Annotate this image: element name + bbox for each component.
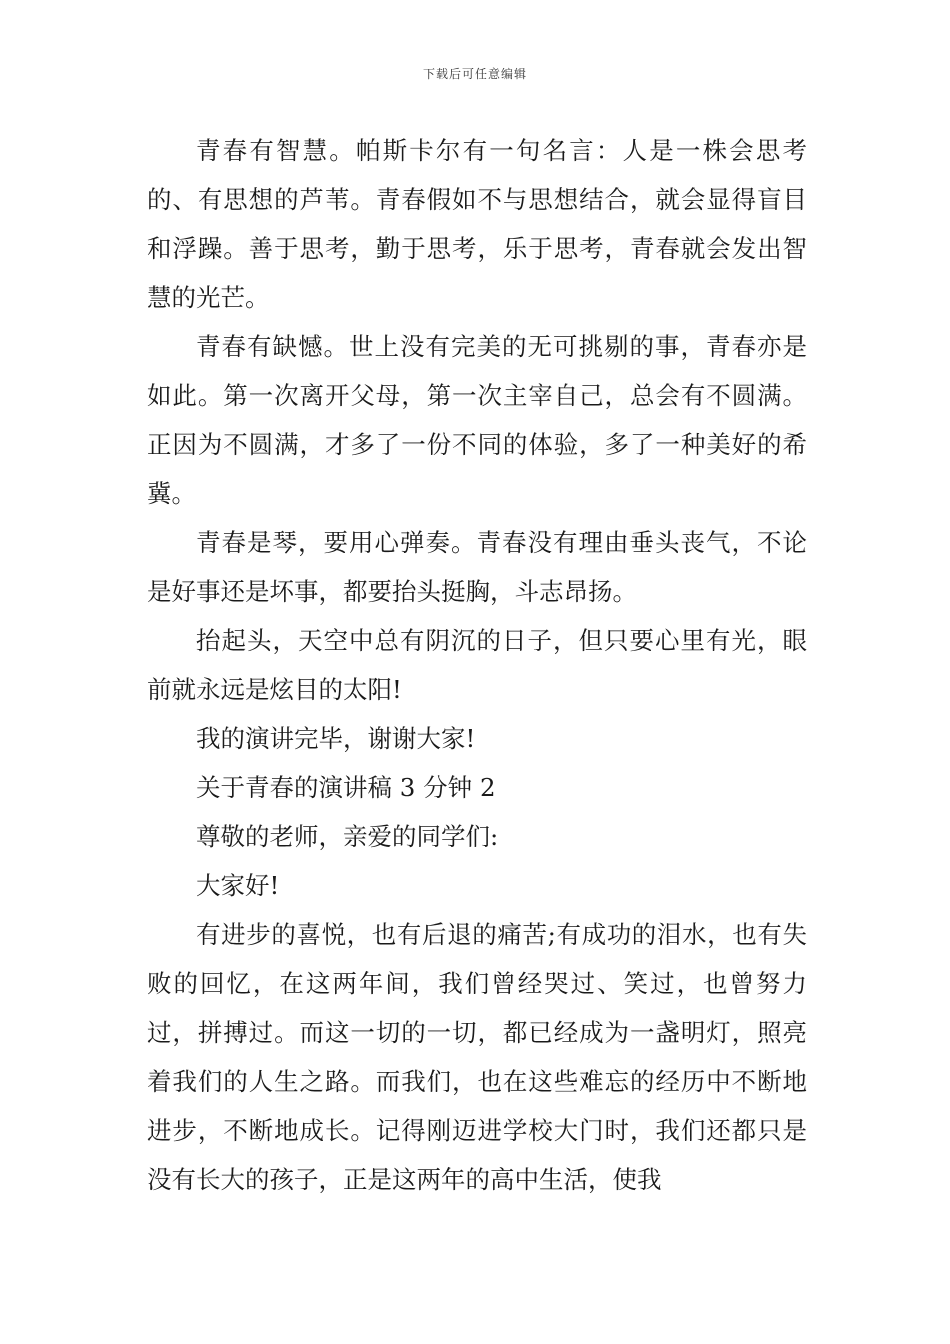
greeting: 大家好! xyxy=(196,871,280,900)
paragraph-regret: 青春有缺憾。世上没有完美的无可挑剔的事，青春亦是如此。第一次离开父母，第一次主宰自己，总会有不圆满。正因为不圆满，才多了一份不同的体验，多了一种美好的希冀。 xyxy=(147,332,807,508)
paragraph-closing: 我的演讲完毕，谢谢大家! xyxy=(196,724,476,753)
paragraph-qin: 青春是琴，要用心弹奏。青春没有理由垂头丧气，不论是好事还是坏事，都要抬头挺胸，斗志昂扬。 xyxy=(147,528,807,606)
document-body xyxy=(147,126,807,1204)
section-title: 关于青春的演讲稿 3 分钟 2 xyxy=(196,773,496,802)
paragraph-wisdom: 青春有智慧。帕斯卡尔有一句名言：人是一株会思考的、有思想的芦苇。青春假如不与思想结合，就会显得盲目和浮躁。善于思考，勤于思考，乐于思考，青春就会发出智慧的光芒。 xyxy=(147,136,807,312)
paragraph-progress: 有进步的喜悦，也有后退的痛苦;有成功的泪水，也有失败的回忆，在这两年间，我们曾经哭过、笑过，也曾努力过，拼搏过。而这一切的一切，都已经成为一盏明灯，照亮着我们的人生之路。而我们，也在这些难忘的经历中不断地进步，不断地成长。记得刚迈进学校大门时，我们还都只是没有长大的孩子，正是这两年的高中生活，使我 xyxy=(147,920,807,1194)
page-header: 下载后可任意编辑 xyxy=(422,67,527,81)
paragraph-look-up: 抬起头，天空中总有阴沉的日子，但只要心里有光，眼前就永远是炫目的太阳! xyxy=(147,626,807,704)
salutation: 尊敬的老师，亲爱的同学们: xyxy=(196,822,499,851)
